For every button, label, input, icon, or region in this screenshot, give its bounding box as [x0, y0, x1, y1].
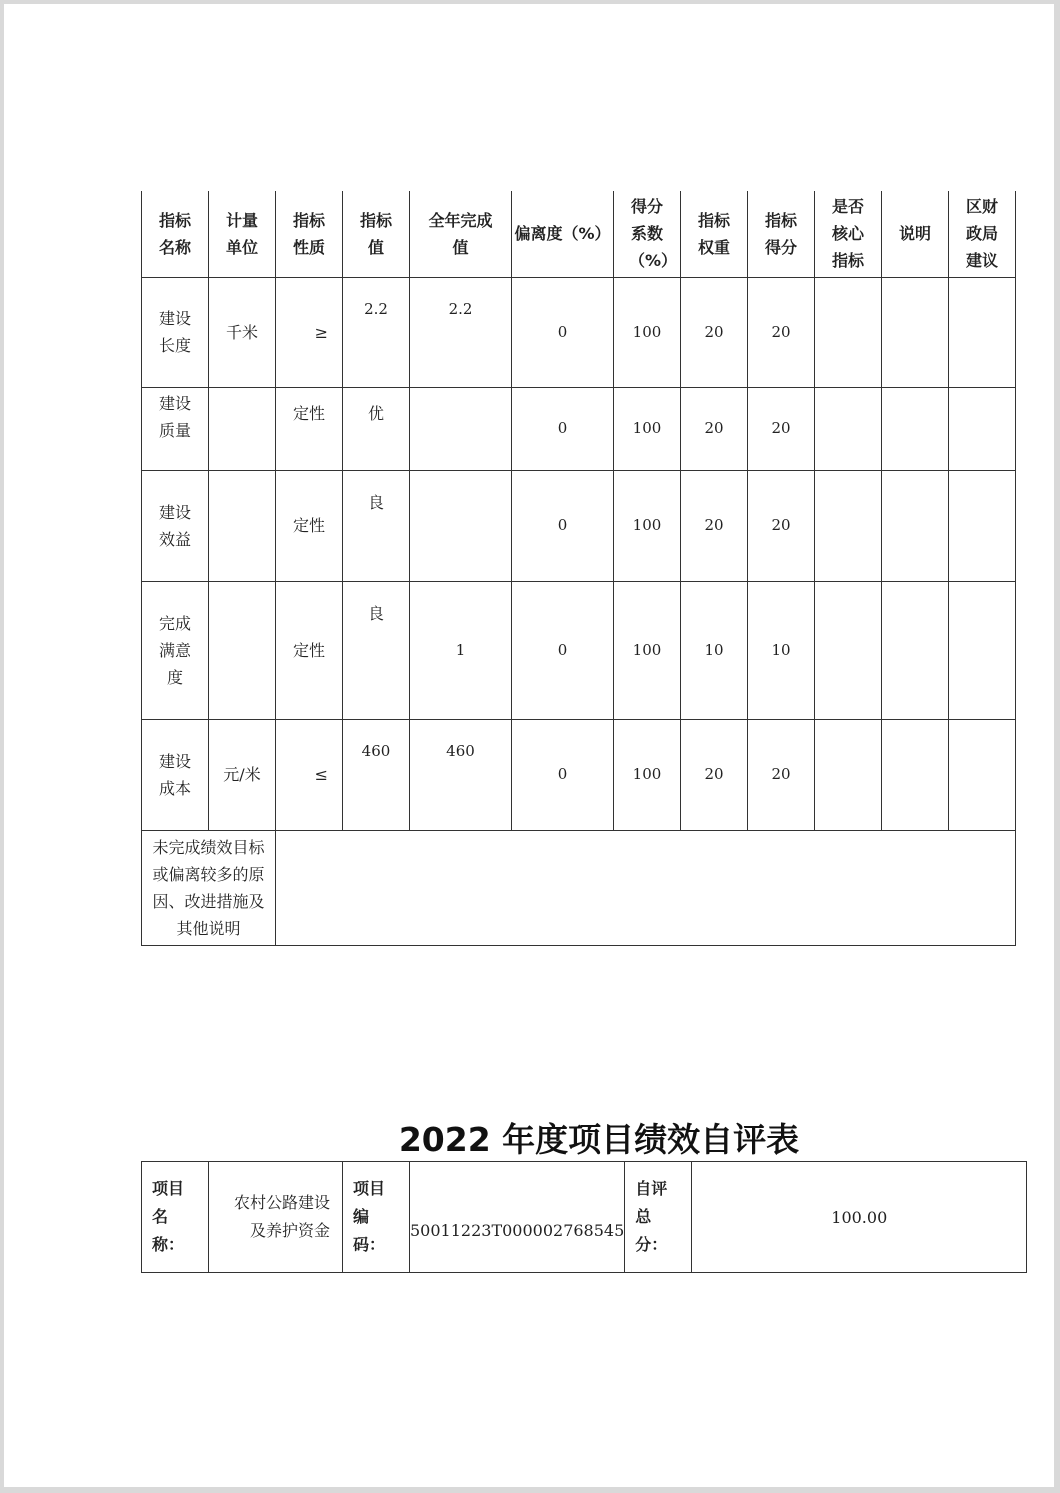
header-cell: 指标值	[343, 191, 410, 277]
cell-unit: 元/米	[209, 719, 276, 830]
cell-unit: 千米	[209, 277, 276, 387]
cell-core	[815, 470, 882, 581]
cell-core	[815, 581, 882, 719]
cell-note	[882, 470, 949, 581]
cell-actual	[410, 470, 512, 581]
cell-actual: 460	[410, 719, 512, 830]
cell-deviation: 0	[512, 470, 614, 581]
footer-label: 未完成绩效目标或偏离较多的原因、改进措施及其他说明	[142, 830, 276, 945]
project-info-table	[141, 1161, 1027, 1273]
cell-unit	[209, 581, 276, 719]
cell-weight: 20	[681, 719, 748, 830]
page-title: 2022 年度项目绩效自评表	[398, 1120, 800, 1159]
cell-name: 建设成本	[142, 719, 209, 830]
cell-advice	[949, 581, 1016, 719]
cell-coef: 100	[614, 719, 681, 830]
self-score-value: 100.00	[692, 1162, 1027, 1273]
project-name-label: 项目名称：	[142, 1162, 209, 1273]
header-cell: 偏离度（%）	[512, 191, 614, 277]
cell-nature: ≥	[276, 277, 343, 387]
cell-deviation: 0	[512, 719, 614, 830]
cell-actual: 1	[410, 581, 512, 719]
cell-unit	[209, 470, 276, 581]
cell-score: 20	[748, 277, 815, 387]
table-footer-row	[142, 830, 1016, 945]
cell-weight: 20	[681, 277, 748, 387]
project-code-value: 50011223T000002768545	[410, 1162, 625, 1273]
cell-note	[882, 581, 949, 719]
cell-nature: 定性	[276, 387, 343, 470]
cell-name: 建设效益	[142, 470, 209, 581]
project-code-label: 项目编码：	[343, 1162, 410, 1273]
cell-coef: 100	[614, 277, 681, 387]
cell-deviation: 0	[512, 277, 614, 387]
cell-target: 优	[343, 387, 410, 470]
cell-score: 20	[748, 387, 815, 470]
cell-name: 完成满意度	[142, 581, 209, 719]
cell-advice	[949, 719, 1016, 830]
table-row	[142, 581, 1016, 719]
indicator-table	[141, 191, 1016, 946]
table-row	[142, 277, 1016, 387]
self-score-label: 自评总分：	[625, 1162, 692, 1273]
cell-name: 建设质量	[142, 387, 209, 470]
cell-nature: ≤	[276, 719, 343, 830]
cell-actual	[410, 387, 512, 470]
header-cell: 指标性质	[276, 191, 343, 277]
footer-value	[276, 830, 1016, 945]
cell-coef: 100	[614, 387, 681, 470]
cell-target: 良	[343, 581, 410, 719]
header-cell: 计量单位	[209, 191, 276, 277]
cell-core	[815, 719, 882, 830]
header-cell: 是否核心指标	[815, 191, 882, 277]
cell-weight: 10	[681, 581, 748, 719]
cell-note	[882, 277, 949, 387]
cell-advice	[949, 387, 1016, 470]
cell-advice	[949, 277, 1016, 387]
project-name-value: 农村公路建设及养护资金	[209, 1162, 343, 1273]
document-page	[4, 4, 1054, 1487]
header-cell: 说明	[882, 191, 949, 277]
header-cell: 指标名称	[142, 191, 209, 277]
cell-core	[815, 277, 882, 387]
header-cell: 得分系数（%）	[614, 191, 681, 277]
header-cell: 指标权重	[681, 191, 748, 277]
cell-name: 建设长度	[142, 277, 209, 387]
cell-score: 10	[748, 581, 815, 719]
cell-coef: 100	[614, 581, 681, 719]
header-cell: 区财政局建议	[949, 191, 1016, 277]
cell-target: 460	[343, 719, 410, 830]
cell-nature: 定性	[276, 470, 343, 581]
cell-target: 2.2	[343, 277, 410, 387]
cell-advice	[949, 470, 1016, 581]
cell-deviation: 0	[512, 387, 614, 470]
header-cell: 全年完成值	[410, 191, 512, 277]
cell-weight: 20	[681, 470, 748, 581]
cell-nature: 定性	[276, 581, 343, 719]
cell-unit	[209, 387, 276, 470]
cell-coef: 100	[614, 470, 681, 581]
cell-core	[815, 387, 882, 470]
table-row	[142, 387, 1016, 470]
cell-target: 良	[343, 470, 410, 581]
cell-note	[882, 719, 949, 830]
table-row	[142, 470, 1016, 581]
table-row	[142, 719, 1016, 830]
cell-weight: 20	[681, 387, 748, 470]
cell-score: 20	[748, 470, 815, 581]
cell-score: 20	[748, 719, 815, 830]
table-header-row	[142, 191, 1016, 277]
header-cell: 指标得分	[748, 191, 815, 277]
cell-actual: 2.2	[410, 277, 512, 387]
cell-deviation: 0	[512, 581, 614, 719]
cell-note	[882, 387, 949, 470]
